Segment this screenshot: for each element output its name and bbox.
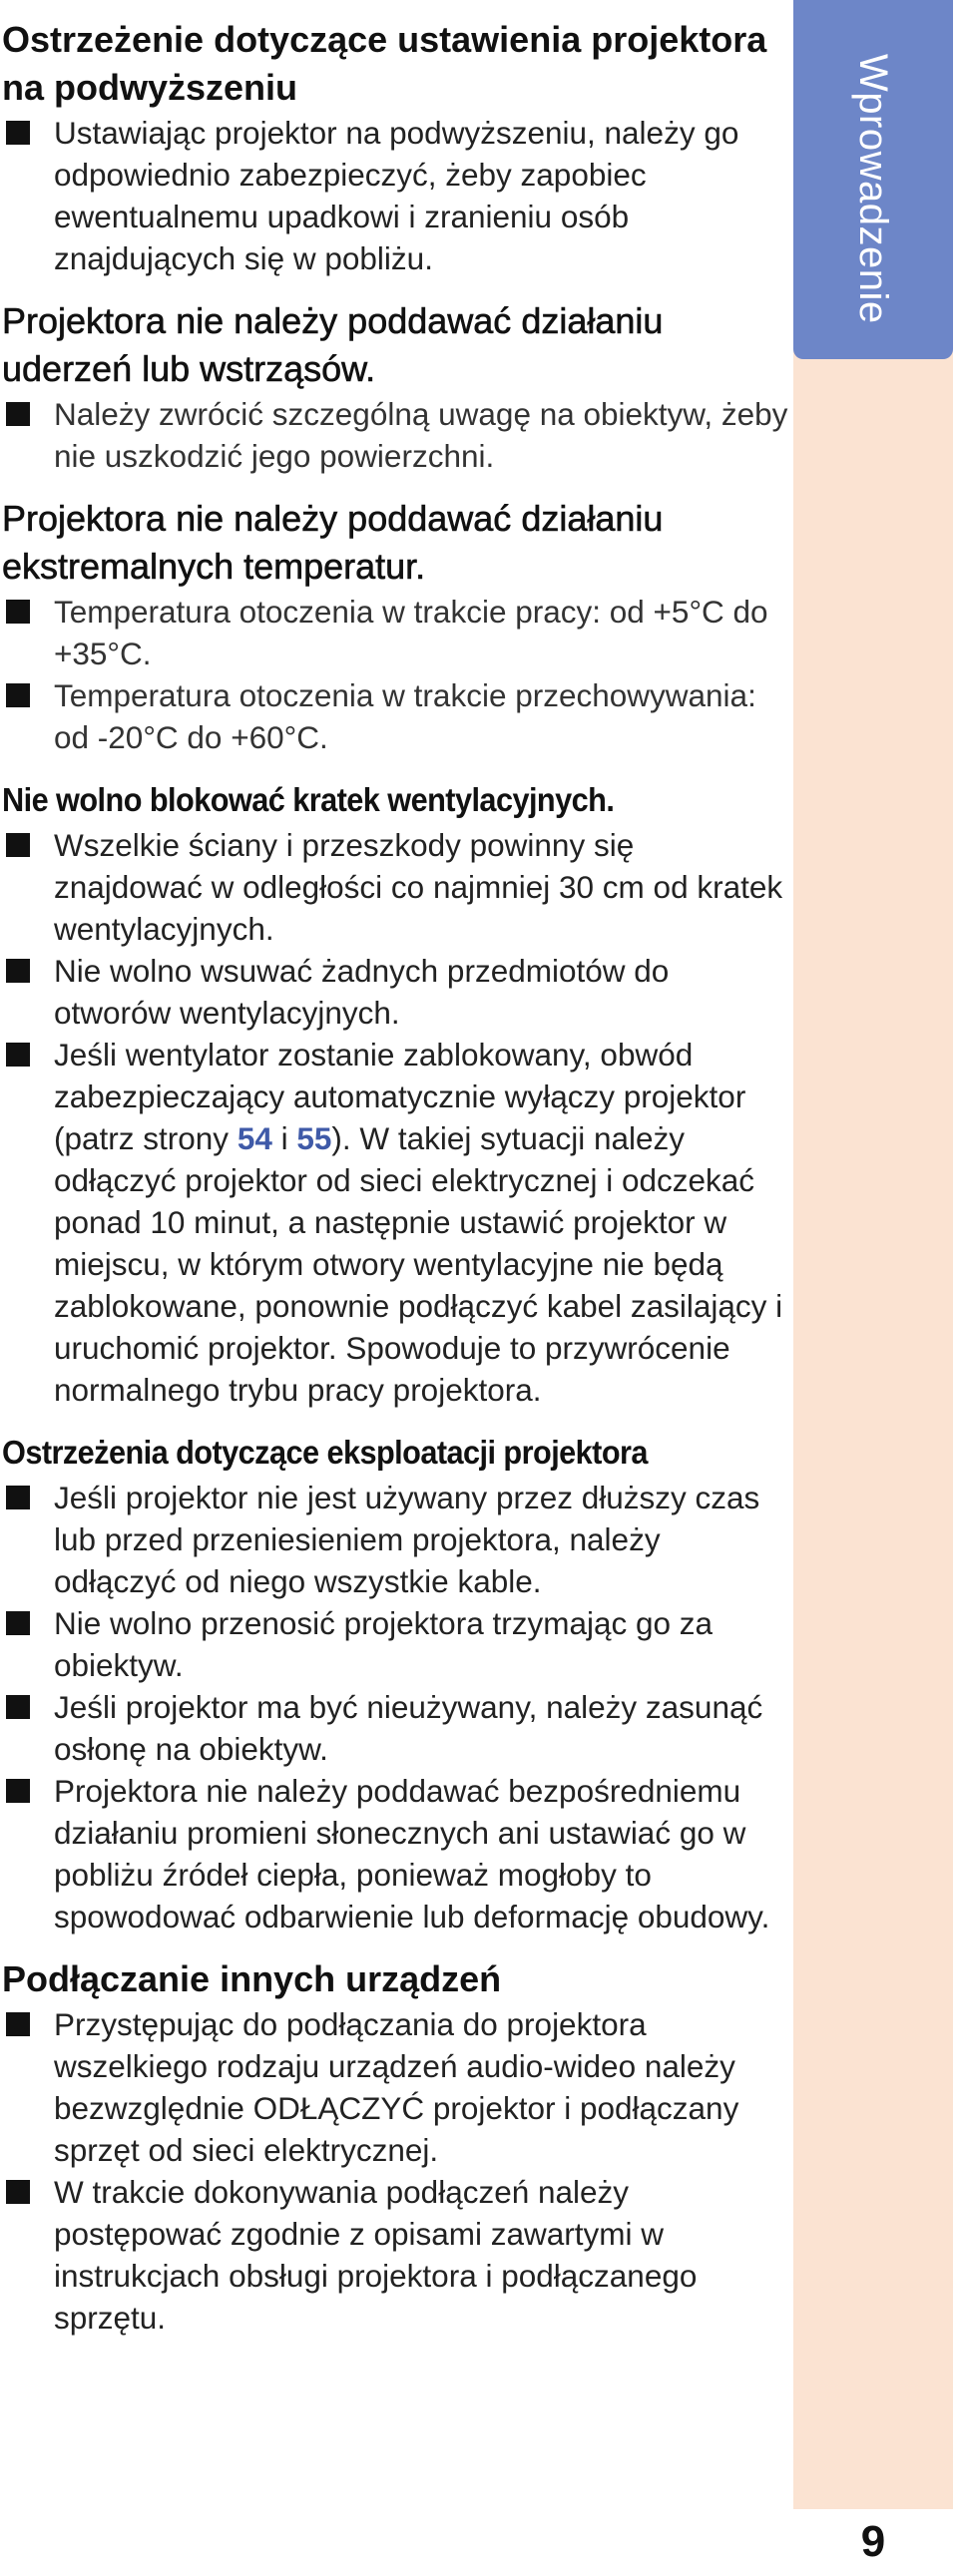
section-operation-warnings — [2, 1429, 790, 1937]
list-item — [2, 1770, 790, 1937]
section-heading: Projektora nie należy poddawać działaniu uderzeń lub wstrząsów. — [2, 300, 664, 389]
list-item — [2, 2171, 790, 2339]
list-item — [2, 112, 790, 279]
square-bullet-icon — [6, 959, 30, 983]
list-item-text: Jeśli projektor ma być nieużywany, należy zasunąć osłonę na obiektyw. — [54, 1689, 763, 1767]
square-bullet-icon — [6, 1043, 30, 1067]
square-bullet-icon — [6, 121, 30, 145]
bullet-list — [2, 591, 790, 758]
list-item — [2, 674, 790, 758]
list-item — [2, 393, 790, 477]
list-item-text: Projektora nie należy poddawać bezpośredniemu działaniu promieni słonecznych ani ustawiać go w pobliżu źródeł ciepła, ponieważ mogłoby to spowodować odbarwienie lub deformację obudowy. — [54, 1773, 770, 1934]
square-bullet-icon — [6, 2012, 30, 2036]
square-bullet-icon — [6, 2180, 30, 2204]
side-tab — [793, 0, 953, 359]
list-item-text: Temperatura otoczenia w trakcie przechowywania: od -20°C do +60°C. — [54, 677, 756, 755]
section-heading: Projektora nie należy poddawać działaniu ekstremalnych temperatur. — [2, 498, 664, 587]
list-item-fan — [2, 1034, 790, 1411]
list-item — [2, 1602, 790, 1686]
list-item — [2, 824, 790, 950]
bullet-list — [2, 393, 790, 477]
square-bullet-icon — [6, 1486, 30, 1509]
section-heading: Podłączanie innych urządzeń — [2, 1958, 502, 1999]
fan-text-after: ). W takiej sytuacji należy odłączyć projektor od sieci elektrycznej i odczekać ponad 10 minut, a następnie ustawić projektor w miejscu, w którym otwory wentylacyjne nie będą zablokowane, ponownie podłączyć kabel zasilający i uruchomić projektor. Spowoduje to przywrócenie normalnego trybu pracy projektora. — [54, 1120, 783, 1408]
section-connecting-devices — [2, 1955, 790, 2339]
list-item-text: Należy zwrócić szczególną uwagę na obiektyw, żeby nie uszkodzić jego powierzchni. — [54, 396, 788, 474]
bullet-list — [2, 112, 790, 279]
list-item — [2, 591, 790, 674]
section-platform-warning — [2, 16, 790, 279]
section-heading: Ostrzeżenie dotyczące ustawienia projektora na podwyższeniu — [2, 19, 767, 108]
list-item — [2, 2003, 790, 2171]
side-strip — [793, 0, 953, 2509]
list-item-text: Temperatura otoczenia w trakcie pracy: od +5°C do +35°C. — [54, 594, 768, 671]
square-bullet-icon — [6, 1611, 30, 1635]
page-ref-link[interactable]: 55 — [296, 1120, 332, 1156]
page-ref-link[interactable]: 54 — [237, 1120, 272, 1156]
list-item — [2, 1686, 790, 1770]
section-temperature-warning — [2, 495, 790, 758]
list-item — [2, 1477, 790, 1602]
side-tab-label: Wprowadzenie — [851, 53, 895, 324]
square-bullet-icon — [6, 1779, 30, 1803]
square-bullet-icon — [6, 600, 30, 624]
section-ventilation-warning — [2, 776, 790, 1411]
list-item-text: Jeśli projektor nie jest używany przez dłuższy czas lub przed przeniesieniem projektora, należy odłączyć od niego wszystkie kable. — [54, 1480, 760, 1599]
list-item-text: Wszelkie ściany i przeszkody powinny się znajdować w odległości co najmniej 30 cm od kratek wentylacyjnych. — [54, 827, 783, 947]
section-shock-warning — [2, 297, 790, 477]
fan-text-before: Jeśli wentylator zostanie zablokowany, obwód zabezpieczający automatycznie wyłączy projektor (patrz strony — [54, 1037, 746, 1156]
square-bullet-icon — [6, 683, 30, 707]
list-item-text: Nie wolno wsuwać żadnych przedmiotów do otworów wentylacyjnych. — [54, 953, 670, 1031]
square-bullet-icon — [6, 833, 30, 857]
bullet-list — [2, 824, 790, 1411]
bullet-list — [2, 2003, 790, 2339]
fan-text-between: i — [271, 1120, 297, 1156]
list-item-text: Ustawiając projektor na podwyższeniu, należy go odpowiednio zabezpieczyć, żeby zapobiec ewentualnemu upadkowi i zranieniu osób znajdujących się w pobliżu. — [54, 115, 739, 276]
list-item — [2, 950, 790, 1034]
list-item-text: Przystępując do podłączania do projektora wszelkiego rodzaju urządzeń audio-wideo należy bezwzględnie ODŁĄCZYĆ projektor i podłączany sprzęt od sieci elektrycznej. — [54, 2006, 739, 2168]
list-item-text: Nie wolno przenosić projektora trzymając go za obiektyw. — [54, 1605, 714, 1683]
section-heading: Nie wolno blokować kratek wentylacyjnych. — [2, 781, 615, 818]
square-bullet-icon — [6, 402, 30, 426]
section-heading: Ostrzeżenia dotyczące eksploatacji projektora — [2, 1434, 648, 1471]
page-number: 9 — [860, 2517, 886, 2566]
square-bullet-icon — [6, 1695, 30, 1719]
bullet-list — [2, 1477, 790, 1937]
list-item-text: W trakcie dokonywania podłączeń należy postępować zgodnie z opisami zawartymi w instrukcjach obsługi projektora i podłączanego sprzętu. — [54, 2174, 698, 2336]
